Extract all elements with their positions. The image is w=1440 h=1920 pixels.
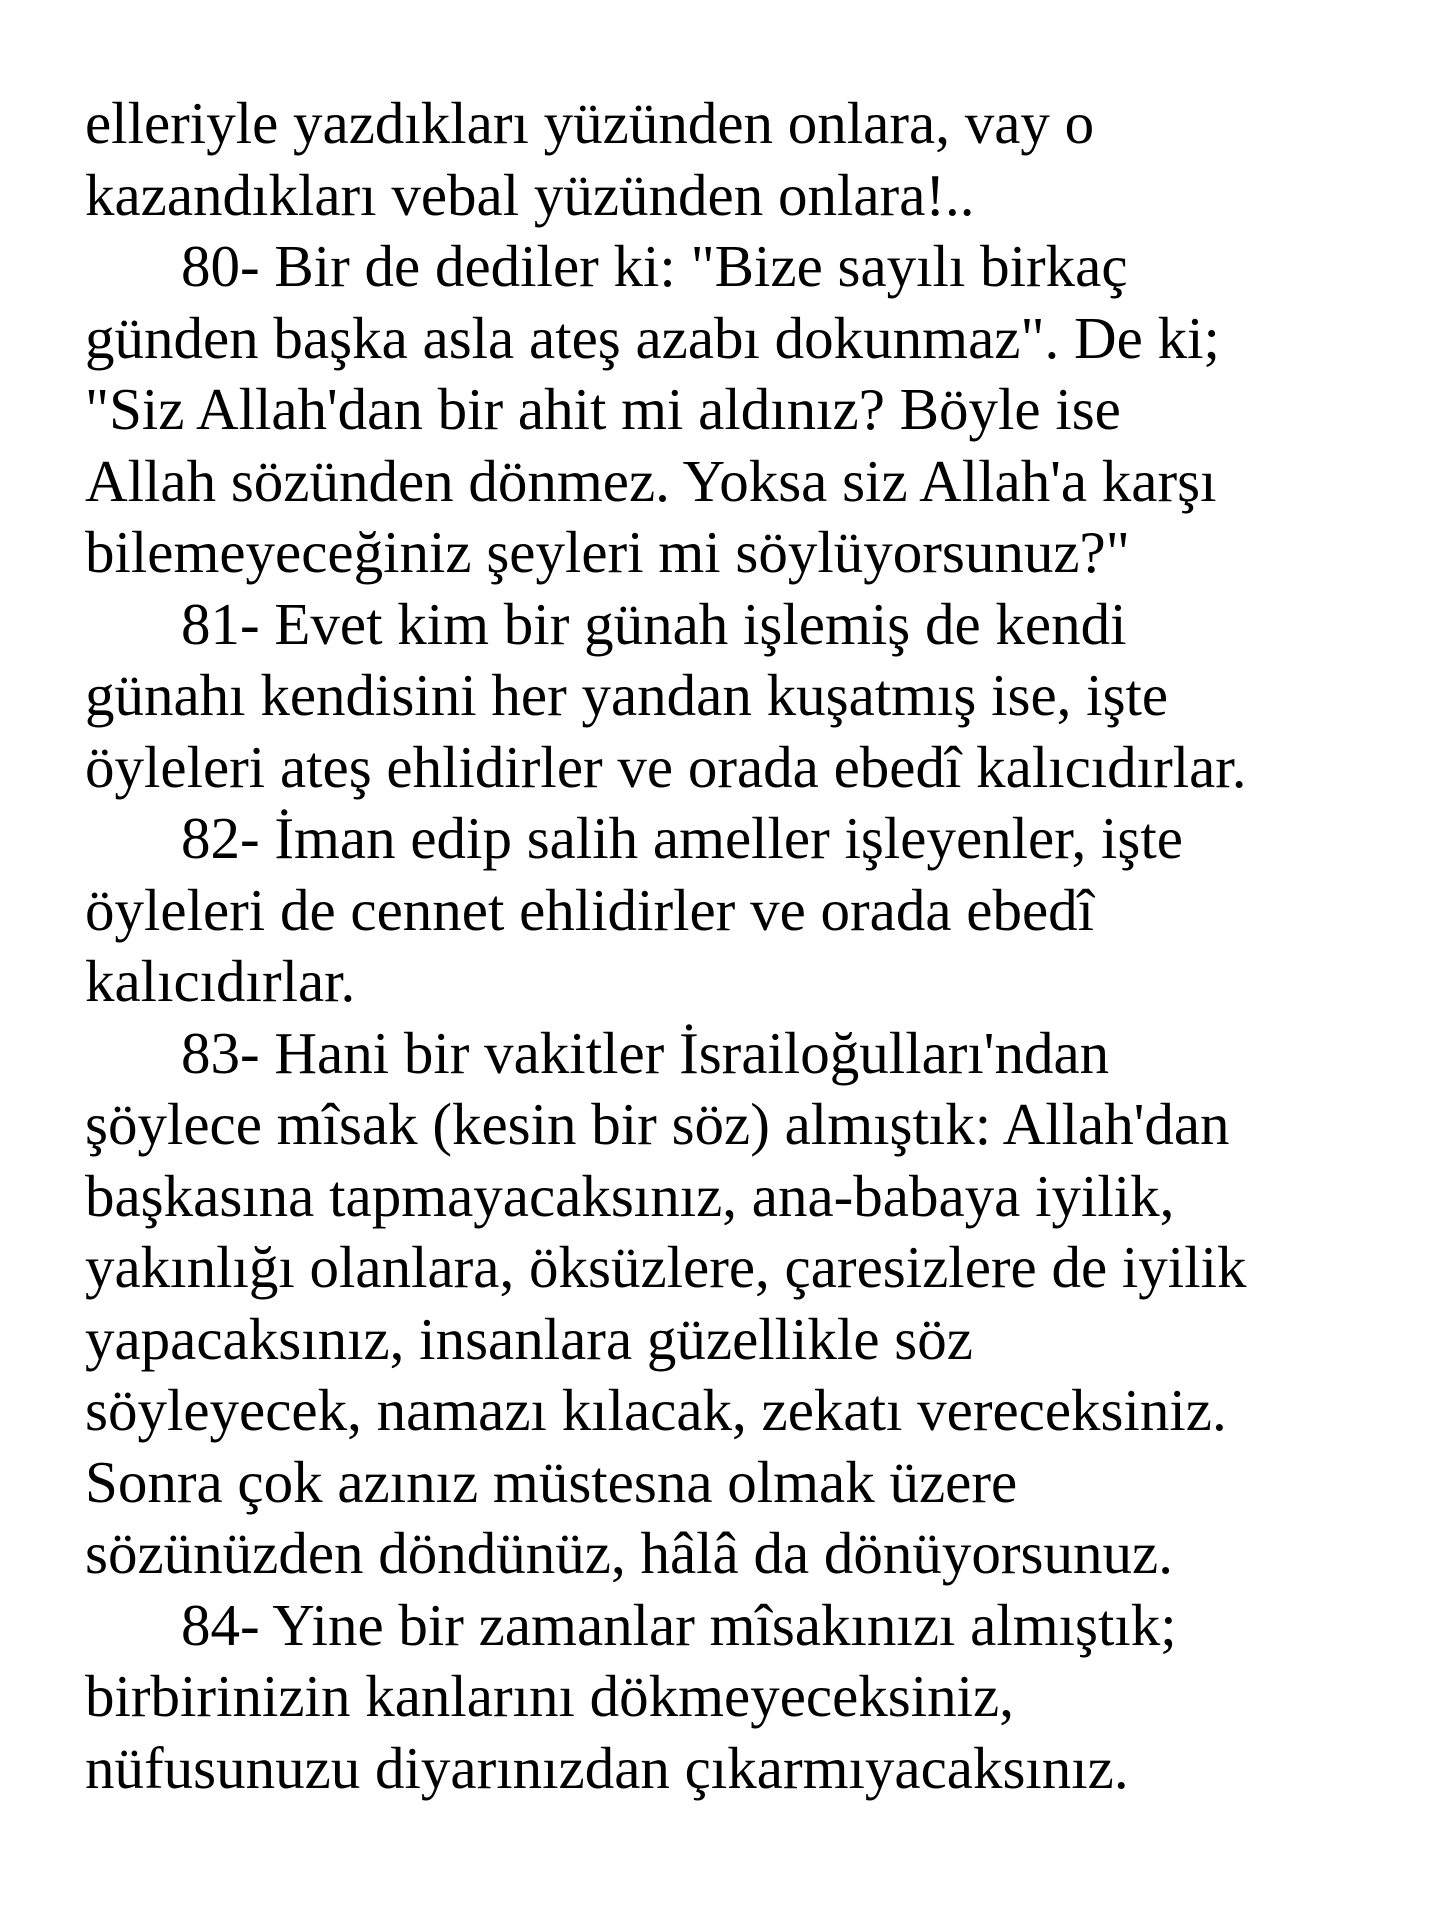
text-line: günahı kendisini her yandan kuşatmış ise, işte — [85, 662, 1169, 728]
text-line: kalıcıdırlar. — [85, 948, 356, 1014]
verse-82-start: 82- İman edip salih ameller işleyenler, işte — [181, 805, 1183, 871]
text-line: söyleyecek, namazı kılacak, zekatı vereceksiniz. — [85, 1377, 1227, 1443]
text-line: birbirinizin kanlarını dökmeyeceksiniz, — [85, 1663, 1014, 1729]
text-line: öyleleri de cennet ehlidirler ve orada ebedî — [85, 876, 1095, 943]
text-line: günden başka asla ateş azabı dokunmaz". De ki; — [85, 304, 1220, 371]
text-line: Allah sözünden dönmez. Yoksa siz Allah'a karşı — [85, 447, 1217, 514]
text-line: yapacaksınız, insanlara güzellikle söz — [85, 1305, 973, 1372]
text-line: sözünüzden döndünüz, hâlâ da dönüyorsunuz. — [85, 1520, 1173, 1586]
text-line: başkasına tapmayacaksınız, ana-babaya iyilik, — [85, 1162, 1175, 1229]
verse-80-start: 80- Bir de dediler ki: "Bize sayılı birkaç — [181, 233, 1128, 299]
verse-84-start: 84- Yine bir zamanlar mîsakınızı almıştık; — [181, 1591, 1177, 1658]
text-line: nüfusunuzu diyarınızdan çıkarmıyacaksınız. — [85, 1734, 1129, 1801]
verse-81-start: 81- Evet kim bir günah işlemiş de kendi — [181, 590, 1127, 657]
text-line: öyleleri ateş ehlidirler ve orada ebedî kalıcıdırlar. — [85, 733, 1247, 800]
text-line: bilemeyeceğiniz şeyleri mi söylüyorsunuz?" — [85, 519, 1130, 585]
verse-83-start: 83- Hani bir vakitler İsrailoğulları'ndan — [181, 1019, 1110, 1086]
text-line: kazandıkları vebal yüzünden onlara!.. — [85, 161, 975, 228]
text-line: şöylece mîsak (kesin bir söz) almıştık: Allah'dan — [85, 1091, 1230, 1157]
text-line: Sonra çok azınız müstesna olmak üzere — [85, 1448, 1018, 1515]
document-page — [85, 88, 1405, 1804]
text-line: yakınlığı olanlara, öksüzlere, çaresizlere de iyilik — [85, 1234, 1247, 1300]
text-line: elleriyle yazdıkları yüzünden onlara, vay o — [85, 90, 1095, 156]
text-line: "Siz Allah'dan bir ahit mi aldınız? Böyle ise — [85, 376, 1121, 442]
